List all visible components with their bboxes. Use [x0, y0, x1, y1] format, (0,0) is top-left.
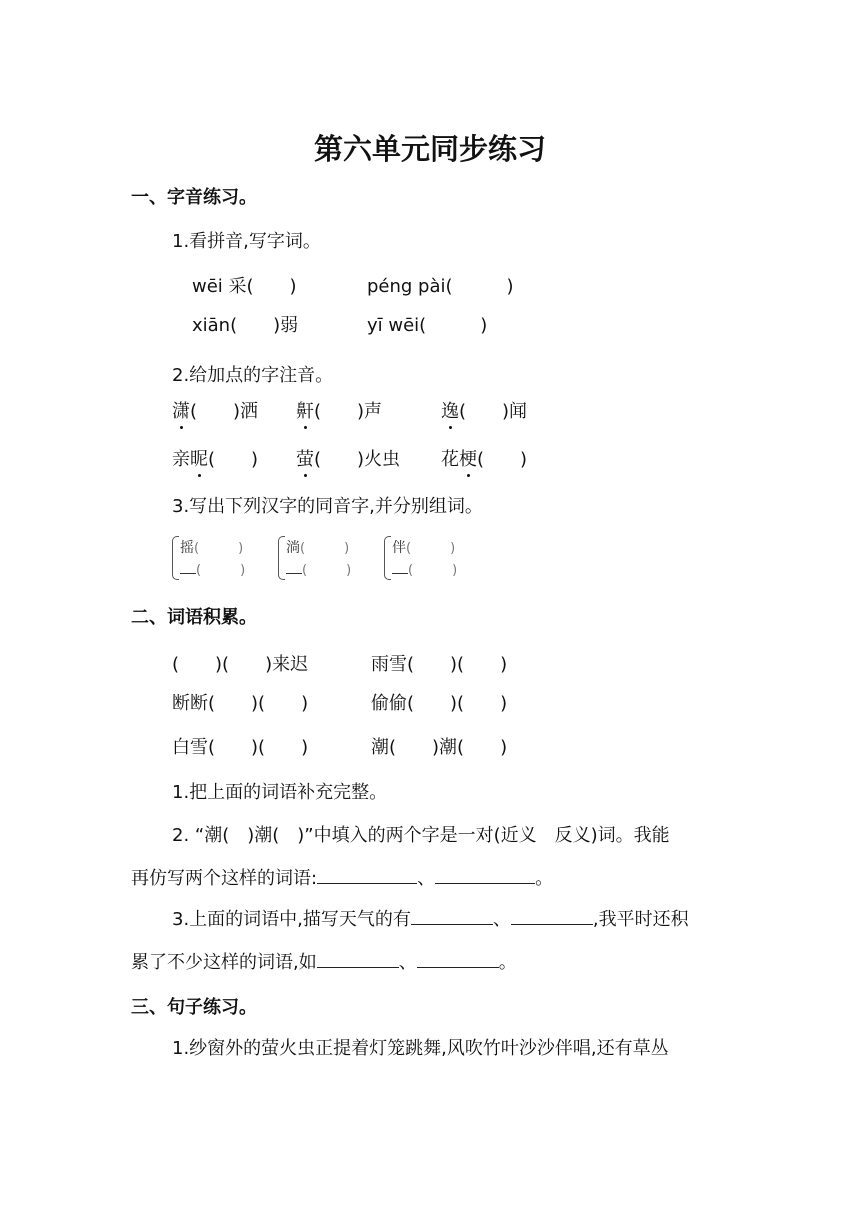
q2-2-text: 2. “潮( )潮( )”中填入的两个字是一对(近义 反义)词。我能 — [172, 825, 670, 846]
answer-blank[interactable] — [511, 908, 593, 925]
word-item: 潮( )潮( ) — [371, 737, 508, 758]
word-item: ( )( )来迟 — [172, 654, 309, 675]
pinyin-item: yī wēi( ) — [367, 315, 488, 336]
phonetic-item: 潇( )洒 — [172, 397, 258, 423]
blank-line — [286, 560, 302, 574]
q2-2-line2: 再仿写两个这样的词语: 、 。 — [131, 868, 554, 889]
q1-3-label: 3.写出下列汉字的同音字,并分别组词。 — [172, 496, 483, 517]
phonetic-item: 亲昵( ) — [172, 445, 258, 471]
word-item: 雨雪( )( ) — [371, 654, 508, 675]
homophone-group: 伴( ) ( ) — [384, 535, 484, 581]
phonetic-item: 逸( )闻 — [441, 397, 527, 423]
section-3-heading: 三、句子练习。 — [131, 997, 257, 1018]
dotted-char: 梗 — [459, 445, 477, 471]
brace-icon — [172, 536, 179, 580]
blank-line — [180, 560, 196, 574]
brace-icon — [384, 536, 391, 580]
q2-1-text: 1.把上面的词语补充完整。 — [172, 782, 388, 803]
answer-blank[interactable] — [317, 951, 399, 968]
answer-blank[interactable] — [435, 867, 535, 884]
pinyin-item: péng pài( ) — [367, 276, 514, 297]
page-title: 第六单元同步练习 — [313, 132, 546, 166]
section-1-heading: 一、字音练习。 — [131, 187, 257, 208]
q1-2-label: 2.给加点的字注音。 — [172, 365, 334, 386]
phonetic-item: 花梗( ) — [441, 445, 527, 471]
dotted-char: 潇 — [172, 397, 190, 423]
dotted-char: 逸 — [441, 397, 459, 423]
dotted-char: 萤 — [296, 445, 314, 471]
dotted-char: 鼾 — [296, 397, 314, 423]
q2-3-text: 3.上面的词语中,描写天气的有 、 ,我平时还积 — [172, 909, 689, 930]
q3-1-text: 1.纱窗外的萤火虫正提着灯笼跳舞,风吹竹叶沙沙伴唱,还有草丛 — [172, 1038, 669, 1059]
pinyin-item: wēi 采( ) — [192, 276, 297, 297]
section-2-heading: 二、词语积累。 — [131, 607, 257, 628]
answer-blank[interactable] — [411, 908, 493, 925]
pinyin-item: xiān( )弱 — [192, 315, 299, 336]
dotted-char: 昵 — [190, 445, 208, 471]
word-item: 白雪( )( ) — [172, 737, 309, 758]
q1-1-label: 1.看拼音,写字词。 — [172, 231, 321, 252]
answer-blank[interactable] — [317, 867, 417, 884]
phonetic-item: 鼾( )声 — [296, 397, 382, 423]
word-item: 偷偷( )( ) — [371, 693, 508, 714]
brace-icon — [278, 536, 285, 580]
answer-blank[interactable] — [417, 951, 499, 968]
homophone-group: 淌( ) ( ) — [278, 535, 378, 581]
phonetic-item: 萤( )火虫 — [296, 445, 400, 471]
q2-3-line2: 累了不少这样的词语,如 、 。 — [131, 952, 517, 973]
word-item: 断断( )( ) — [172, 693, 309, 714]
homophone-group: 摇( ) ( ) — [172, 535, 272, 581]
blank-line — [392, 560, 408, 574]
